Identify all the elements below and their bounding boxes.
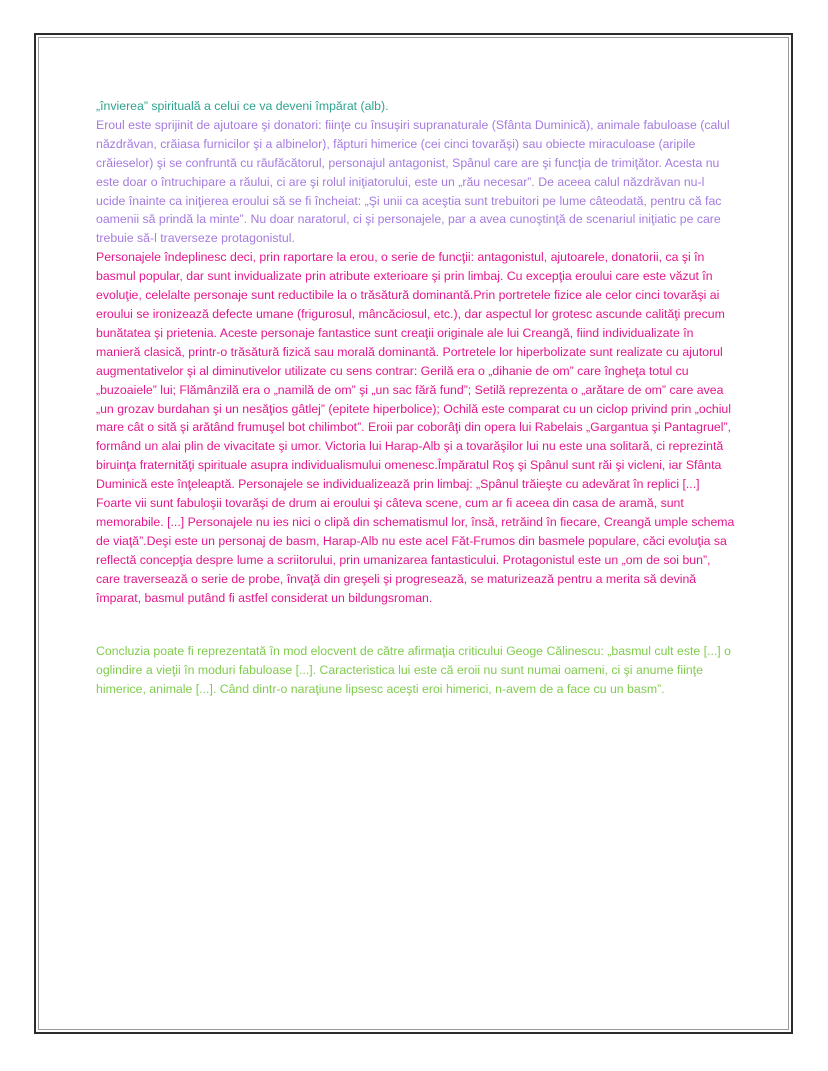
paragraph-helpers-and-antagonist: Eroul este sprijinit de ajutoare şi donatori: fiinţe cu însuşiri supranaturale (Sfânta Duminică), animale fabuloase (calul năzdrăvan, crăiasa furnicilor şi a albinelor), făpturi himerice (cei cinci tovarăşi) sau obiecte miraculoase (aripile crăieselor) şi se confruntă cu răufăcătorul, personajul antagonist, Spânul care are şi funcţia de trimiţător. Acesta nu este doar o întruchipare a răului, ci are şi rolul iniţiatorului, este un „rău necesar”. De aceea calul năzdrăvan nu-l ucide înainte ca iniţierea eroului să se fi încheiat: „Şi unii ca aceştia sunt trebuitori pe lume câteodată, pentru că fac oamenii să prindă la minte”. Nu doar naratorul, ci şi personajele, par a avea cunoştinţă de scenariul iniţiatic pe care trebuie să-l traverseze protagonistul. (96, 117, 730, 246)
paragraph-intro-fragment: „învierea” spirituală a celui ce va deveni împărat (alb). (96, 99, 389, 113)
paragraph-spacer (96, 607, 736, 642)
paragraph-conclusion: Concluzia poate fi reprezentată în mod elocvent de către afirmaţia criticului Geoge Călinescu: „basmul cult este [...] o oglindire a vieţii în moduri fabuloase [...]. Caracteristica lui este că eroii nu sunt numai oameni, ci şi anume fiinţe himerice, animale [...]. Când dintr-o naraţiune lipsesc aceşti eroi himerici, n-avem de a face cu un basm”. (96, 644, 731, 697)
paragraph-character-functions: Personajele îndeplinesc deci, prin raportare la erou, o serie de funcţii: antagonistul, ajutoarele, donatorii, ca şi în basmul popular, dar sunt invidualizate prin atribute exterioare şi prin limbaj. Cu excepţia eroului care este văzut în evoluţie, celelalte personaje sunt reductibile la o trăsătură dominantă.Prin portretele fizice ale celor cinci tovarăşi ai eroului se ironizează defecte umane (frigurosul, mâncăciosul, etc.), dar aspectul lor grotesc ascunde calităţi precum bunătatea şi prietenia. Aceste personaje fantastice sunt creaţii originale ale lui Creangă, fiind individualizate în manieră clasică, printr-o trăsătură fizică sau morală dominantă. Portretele lor hiperbolizate sunt realizate cu ajutorul augmentativelor şi al diminutivelor utilizate cu sens contrar: Gerilă era o „dihanie de om” care îngheţa totul cu „buzoaiele” lui; Flămânzilă era o „namilă de om” şi „un sac fără fund”; Setilă reprezenta o „arătare de om” care avea „un grozav burdahan şi un nesăţios gâtlej” (epitete hiperbolice); Ochilă este comparat cu un ciclop privind prin „ochiul mare cât o sită şi arătând frumuşel bot chilimbot”. Eroii par coborâţi din opera lui Rabelais „Gargantua şi Pantagruel”, formând un alai plin de vivacitate şi umor. Victoria lui Harap-Alb şi a tovarăşilor lui nu este una solitară, ci reprezintă biruinţa fraternităţi spirituale asupra individualismului omenesc.Împăratul Roş şi Spânul sunt răi şi vicleni, iar Sfânta Duminică este înţeleaptă. Personajele se individualizează prin limbaj: „Spânul trăieşte cu adevărat în replici [...] Foarte vii sunt fabuloşii tovarăşi de drum ai eroului şi câteva scene, cum ar fi aceea din casa de aramă, sunt memorabile. [...] Personajele nu ies nici o clipă din schematismul lor, însă, retrăind în fiecare, Creangă umple schema de viaţă”.Deşi este un personaj de basm, Harap-Alb nu este acel Făt-Frumos din basmele populare, căci evoluţia sa reflectă concepţia despre lume a scriitorului, prin umanizarea fantasticului. Protagonistul este un „om de soi bun”, care traversează o serie de probe, învaţă din greşeli şi progresează, se maturizează pentru a merita să devină împarat, basmul putând fi astfel considerat un bildungsroman. (96, 250, 735, 605)
document-body (96, 97, 736, 699)
